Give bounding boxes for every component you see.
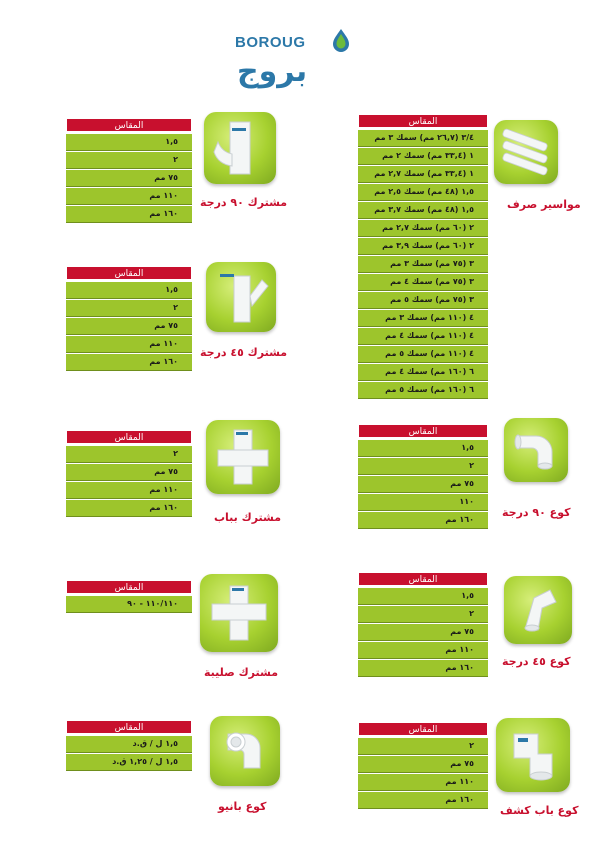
table-row: ١٦٠ مم [358,792,488,808]
table-row: ١,٥ (٤٨ مم) سمك ٣,٧ مم [358,202,488,218]
elbow-door-size-table [358,722,488,808]
water-drop-icon [331,28,351,52]
table-row: ٤ (١١٠ مم) سمك ٤ مم [358,328,488,344]
tee-90-icon [204,112,276,184]
tee90-product-image [204,112,276,184]
table-row: ٣/٤ (٢٦,٧ مم) سمك ٣ مم [358,130,488,146]
table-row: ١١٠ [358,494,488,510]
table-row: ٣ (٧٥ مم) سمك ٥ مم [358,292,488,308]
elbow-banyo-name: كوع بانيو [218,800,267,813]
brand-latin: BOROUG [235,34,306,51]
elbow45-name: كوع ٤٥ درجة [502,655,571,668]
elbow-door-icon [496,718,570,792]
table-row: ٢ [66,152,192,168]
table-row: ١٦٠ مم [66,206,192,222]
tee90-size-table [66,118,192,222]
tee90-name: مشترك ٩٠ درجة [200,196,288,209]
table-row: ١,٥ ل / ق.د [66,736,192,752]
table-row: ٦ (١٦٠ مم) سمك ٤ مم [358,364,488,380]
table-row: ١١٠ مم [358,774,488,790]
table-row: ١١٠ مم [66,482,192,498]
cross-tee-icon [200,574,278,652]
table-row: ١٦٠ مم [66,500,192,516]
table-row: ١٦٠ مم [66,354,192,370]
elbow90-product-image [504,418,568,482]
table-row: ٢ [66,446,192,462]
cross-product-image [200,574,278,652]
table-row: ٢ [66,300,192,316]
table-row: ١ (٣٣,٤ مم) سمك ٢ مم [358,148,488,164]
table-row: ٢ (٦٠ مم) سمك ٣,٩ مم [358,238,488,254]
table-row: ١١٠ مم [358,642,488,658]
table-row: ٧٥ مم [358,624,488,640]
table-row: ٢ [358,738,488,754]
table-row: ٣ (٧٥ مم) سمك ٣ مم [358,256,488,272]
table-header: المقاس [358,722,488,736]
table-row: ٤ (١١٠ مم) سمك ٣ مم [358,310,488,326]
tee-45-icon [206,262,276,332]
tee45-product-image [206,262,276,332]
table-row: ٧٥ مم [66,464,192,480]
table-row: ١,٥ ل / ١,٢٥ ق.د [66,754,192,770]
table-row: ١١٠/١١٠ - ٩٠ [66,596,192,612]
table-row: ١١٠ مم [66,188,192,204]
bath-elbow-icon [210,716,280,786]
elbow-door-name: كوع باب كشف [500,804,579,817]
table-row: ١٦٠ مم [358,660,488,676]
table-row: ١,٥ [358,440,488,456]
tee45-name: مشترك ٤٥ درجة [200,346,288,359]
elbow90-name: كوع ٩٠ درجة [502,506,571,519]
elbow-door-product-image [496,718,570,792]
cross-name: مشترك صليبة [204,666,279,679]
table-header: المقاس [66,720,192,734]
table-row: ٢ (٦٠ مم) سمك ٢,٧ مم [358,220,488,236]
tee-door-name: مشترك بباب [214,511,282,524]
table-header: المقاس [358,572,488,586]
table-row: ٧٥ مم [358,476,488,492]
elbow-banyo-size-table [66,720,192,770]
table-row: ١,٥ [66,134,192,150]
elbow45-size-table [358,572,488,676]
table-row: ٦ (١٦٠ مم) سمك ٥ مم [358,382,488,398]
table-header: المقاس [66,266,192,280]
tee45-size-table [66,266,192,370]
table-header: المقاس [358,424,488,438]
brand-arabic: بروج [237,54,308,89]
tee-door-size-table [66,430,192,516]
table-header: المقاس [358,114,488,128]
elbow-90-icon [504,418,568,482]
brand-logo [235,26,355,96]
table-row: ١,٥ [66,282,192,298]
table-header: المقاس [66,430,192,444]
table-row: ٧٥ مم [358,756,488,772]
table-row: ٧٥ مم [66,170,192,186]
cross-size-table [66,580,192,612]
tee-door-icon [206,420,280,494]
tee-door-product-image [206,420,280,494]
table-row: ٧٥ مم [66,318,192,334]
table-header: المقاس [66,118,192,132]
elbow45-product-image [504,576,572,644]
table-row: ١٦٠ مم [358,512,488,528]
elbow90-size-table [358,424,488,528]
table-row: ٢ [358,606,488,622]
table-row: ١ (٣٣,٤ مم) سمك ٢,٧ مم [358,166,488,182]
elbow-45-icon [504,576,572,644]
pipe-product-image [494,120,558,184]
table-row: ١١٠ مم [66,336,192,352]
table-header: المقاس [66,580,192,594]
table-row: ١,٥ (٤٨ مم) سمك ٢,٥ مم [358,184,488,200]
table-row: ٣ (٧٥ مم) سمك ٤ مم [358,274,488,290]
pipe-name: مواسير صرف [507,198,581,211]
table-row: ٤ (١١٠ مم) سمك ٥ مم [358,346,488,362]
pipe-size-table [358,114,488,398]
pipe-icon [494,120,558,184]
table-row: ١,٥ [358,588,488,604]
table-row: ٢ [358,458,488,474]
elbow-banyo-product-image [210,716,280,786]
